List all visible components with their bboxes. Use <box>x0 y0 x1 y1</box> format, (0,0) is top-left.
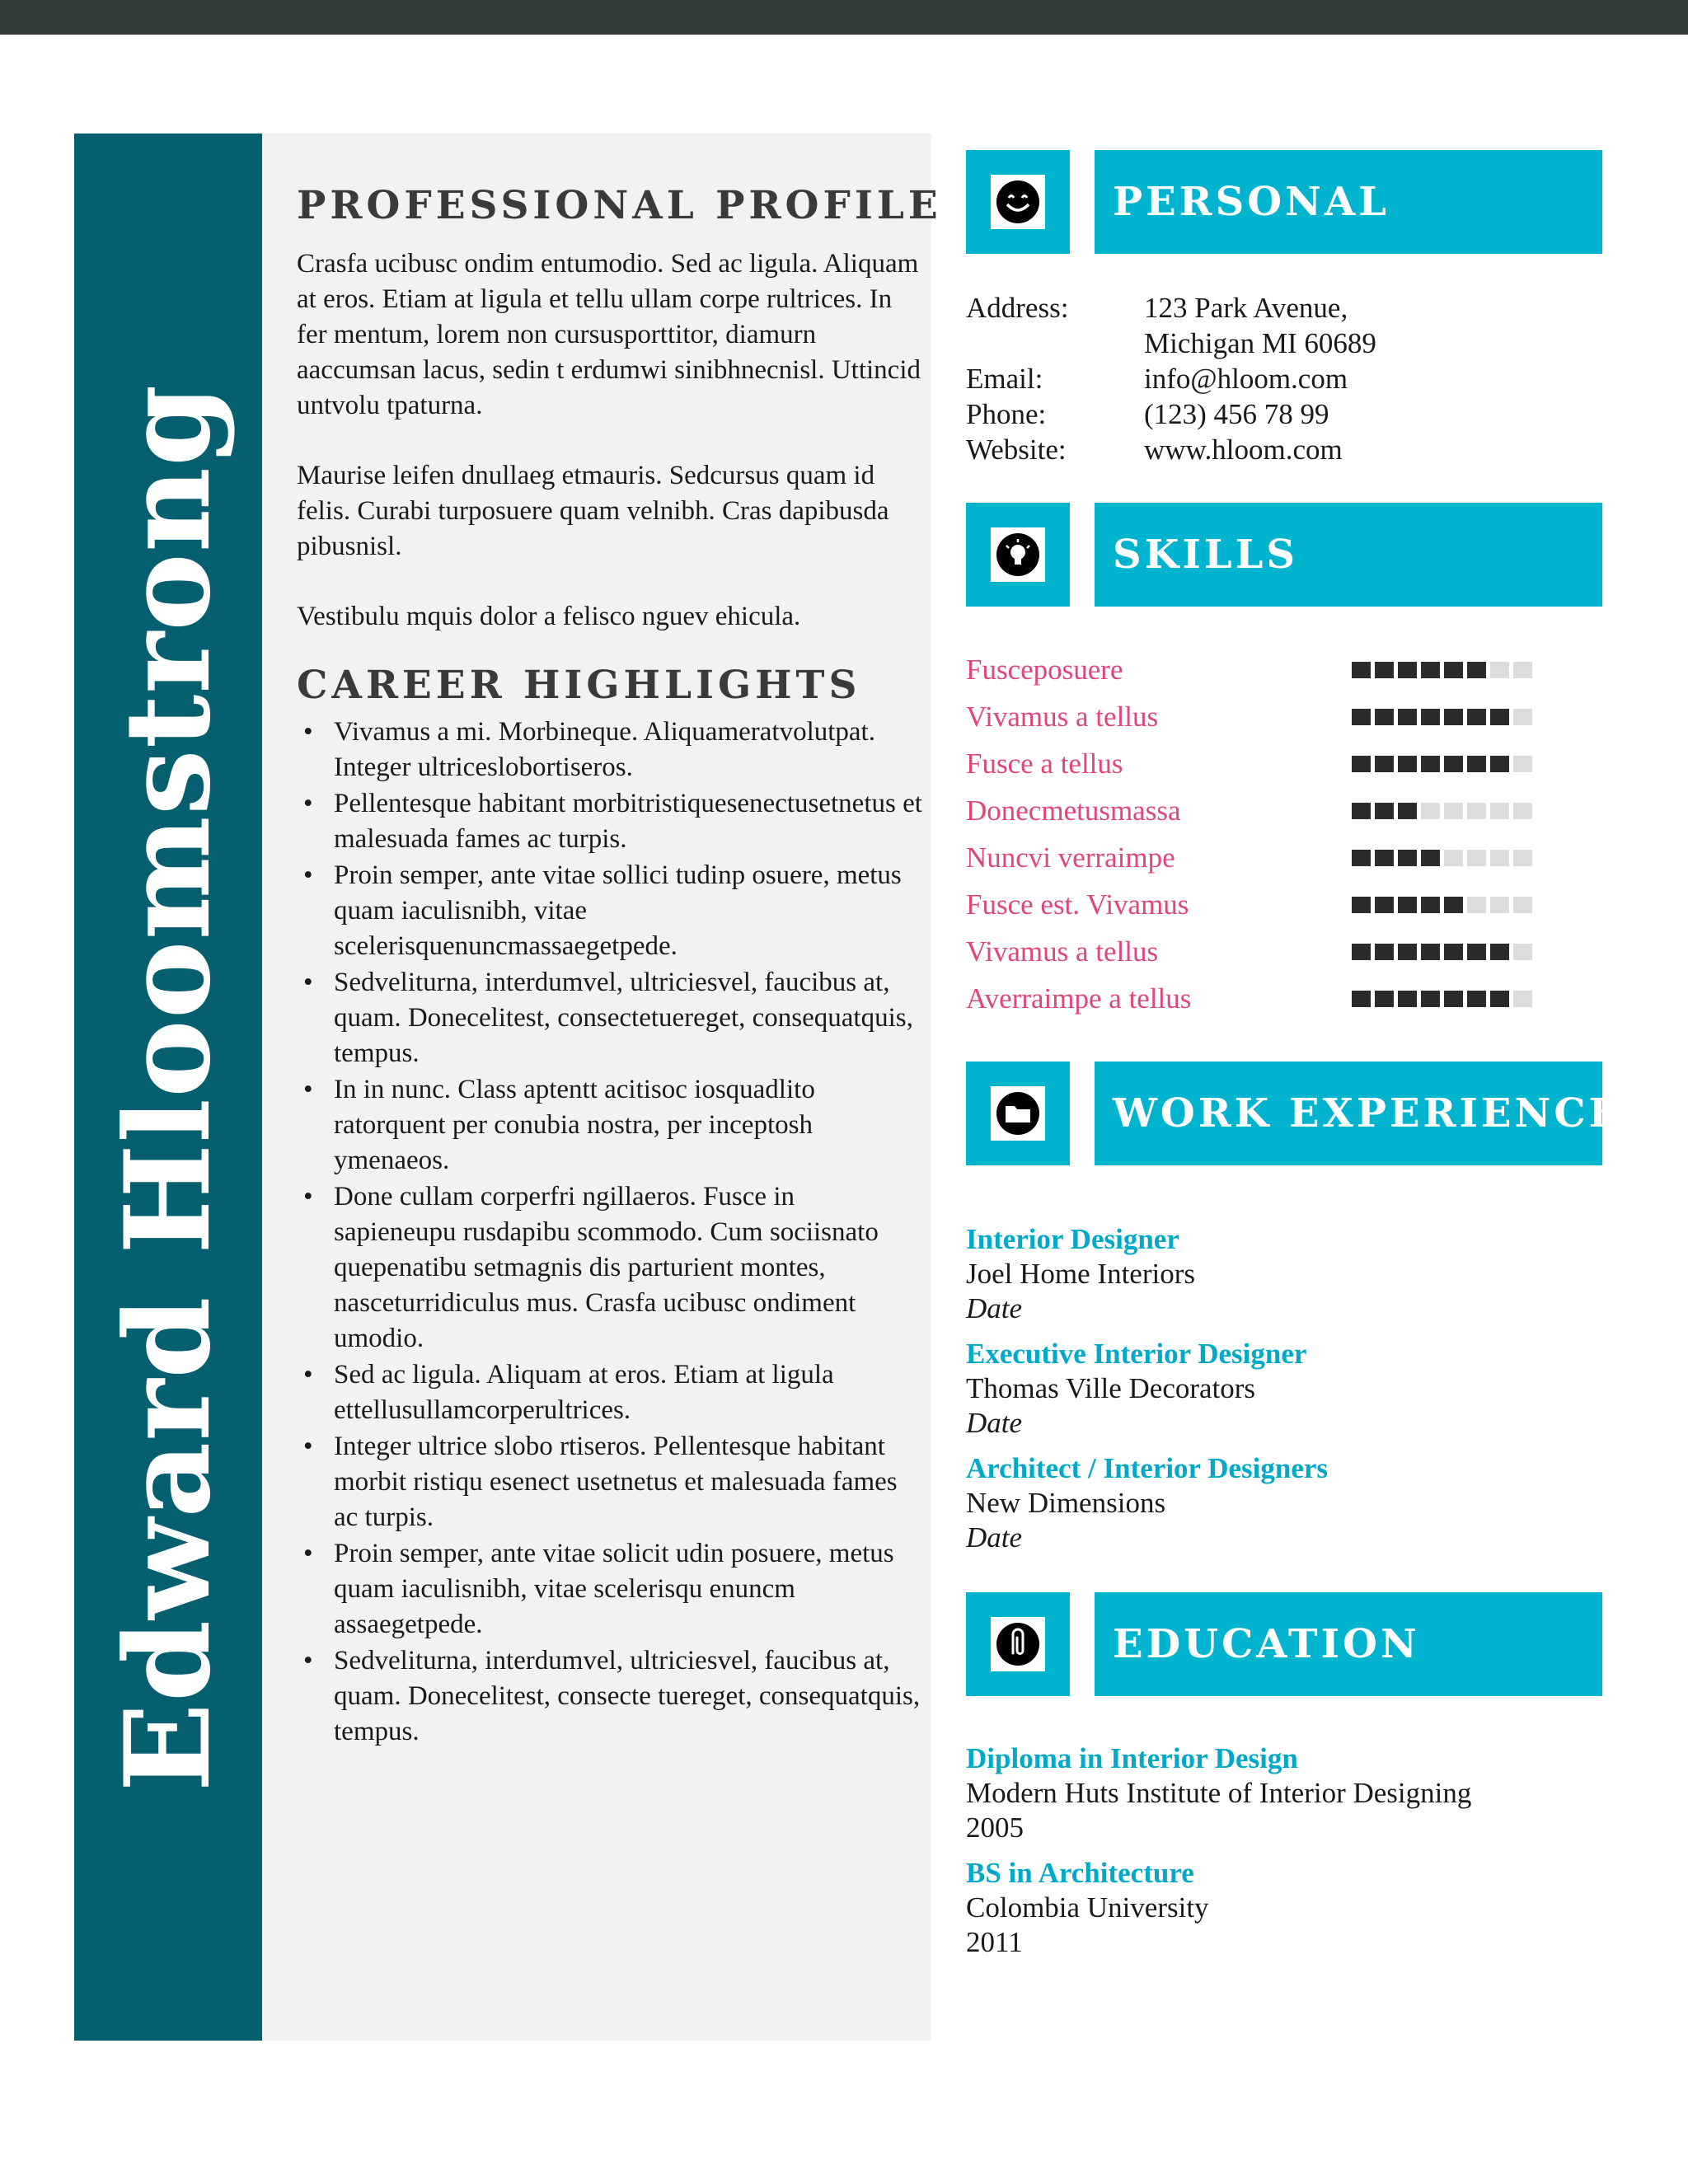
profile-paragraph: Maurise leifen dnullaeg etmauris. Sedcursus quam id felis. Curabi turposuere quam velnibh. Cras dapibusda pibusnisl. <box>297 461 889 561</box>
personal-row: Email: info@hloom.com <box>966 363 1348 395</box>
graduation-year: 2011 <box>966 1926 1023 1958</box>
skill-level-filled <box>1444 991 1463 1007</box>
skill-level-empty <box>1467 803 1486 819</box>
left-content <box>297 183 942 1750</box>
personal-header <box>1095 150 1602 254</box>
skill-level-filled <box>1421 944 1440 960</box>
skill-level-empty <box>1513 850 1532 866</box>
skill-level-filled <box>1398 709 1417 725</box>
list-item: • Done cullam corperfri ngillaeros. Fusce in sapieneupu rusdapibu scommodo. Cum sociisnato quepenatibu setmagnis dis parturient montes, nasceturridiculus mus. Crasfa ucibusc ondiment umodio. <box>297 1179 923 1357</box>
skill-level-empty <box>1467 897 1486 913</box>
skill-row <box>966 696 1543 743</box>
skill-level-filled <box>1375 897 1394 913</box>
education-icon-box <box>966 1592 1070 1696</box>
company-name: Thomas Ville Decorators <box>966 1372 1256 1404</box>
skill-level-filled <box>1467 991 1486 1007</box>
skill-row <box>966 743 1543 790</box>
skill-level-filled <box>1467 756 1486 772</box>
skill-level-filled <box>1375 944 1394 960</box>
skill-level-empty <box>1421 803 1440 819</box>
skill-row <box>966 649 1543 696</box>
work-entry <box>966 1336 1609 1441</box>
skill-name: Nuncvi verraimpe <box>966 841 1175 874</box>
personal-row: Address: 123 Park Avenue, <box>966 292 1348 324</box>
skill-level-filled <box>1375 709 1394 725</box>
skill-level-filled <box>1467 709 1486 725</box>
work-header <box>1095 1062 1623 1165</box>
lightbulb-icon <box>991 527 1045 582</box>
skill-level-filled <box>1352 803 1371 819</box>
skill-level-empty <box>1513 991 1532 1007</box>
graduation-year: 2005 <box>966 1811 1024 1844</box>
list-item: • Proin semper, ante vitae sollici tudinp osuere, metus quam iaculisnibh, vitae scelerisquenuncmassaegetpede. <box>297 858 923 964</box>
skill-row <box>966 790 1543 837</box>
job-title: Executive Interior Designer <box>966 1338 1307 1370</box>
skill-name: Fusce a tellus <box>966 748 1123 780</box>
profile-paragraph: Crasfa ucibusc ondim entumodio. Sed ac ligula. Aliquam at eros. Etiam at ligula et tellu ullam corpe rultrices. In fer mentum, lorem non cursusporttitor, diamurn aaccumsan lacus, sedin t erdumwi sinibhnecnisl. Uttincid untvolu tpaturna. <box>297 249 921 420</box>
skill-level-filled <box>1490 756 1509 772</box>
bullet-icon: • <box>303 1075 313 1104</box>
skill-row <box>966 978 1543 1025</box>
company-name: New Dimensions <box>966 1487 1166 1519</box>
paperclip-icon <box>991 1617 1045 1671</box>
skill-level-empty <box>1467 850 1486 866</box>
candidate-name: Edward Hloomstrong <box>100 383 237 1793</box>
career-highlights-list <box>297 715 923 1750</box>
bullet-icon: • <box>303 1432 313 1461</box>
skill-level-filled <box>1421 709 1440 725</box>
skills-heading: SKILLS <box>1113 532 1298 578</box>
skill-level-filled <box>1352 662 1371 678</box>
skill-name: Fusceposuere <box>966 654 1123 686</box>
degree-title: BS in Architecture <box>966 1857 1194 1889</box>
skill-level-filled <box>1421 991 1440 1007</box>
skill-row <box>966 884 1543 931</box>
skill-level-filled <box>1375 756 1394 772</box>
profile-paragraph: Vestibulu mquis dolor a felisco nguev ehicula. <box>297 602 801 631</box>
skill-level-filled <box>1375 662 1394 678</box>
skill-level-empty <box>1513 756 1532 772</box>
skill-level-meter <box>1352 803 1536 819</box>
skill-level-filled <box>1490 709 1509 725</box>
skills-list <box>966 649 1543 1025</box>
skill-level-meter <box>1352 709 1536 725</box>
job-date: Date <box>966 1407 1023 1439</box>
list-item: • Proin semper, ante vitae solicit udin posuere, metus quam iaculisnibh, vitae scelerisqu enuncm assaegetpede. <box>297 1536 923 1643</box>
skill-level-empty <box>1490 803 1509 819</box>
skill-level-filled <box>1398 662 1417 678</box>
skill-level-empty <box>1513 897 1532 913</box>
skill-level-filled <box>1352 991 1371 1007</box>
skill-level-filled <box>1421 662 1440 678</box>
list-item: • Integer ultrice slobo rtiseros. Pellentesque habitant morbit ristiqu esenect usetnetus et malesuada fames ac turpis. <box>297 1429 923 1535</box>
list-item: • Sedveliturna, interdumvel, ultriciesvel, faucibus at, quam. Donecelitest, consectetuereget, consequatquis, tempus. <box>297 965 923 1071</box>
work-icon-box <box>966 1062 1070 1165</box>
job-title: Architect / Interior Designers <box>966 1452 1329 1484</box>
bullet-icon: • <box>303 968 313 997</box>
personal-icon-box <box>966 150 1070 254</box>
skills-icon-box <box>966 503 1070 607</box>
skill-level-meter <box>1352 944 1536 960</box>
skill-level-filled <box>1444 897 1463 913</box>
skill-level-filled <box>1467 944 1486 960</box>
skill-level-filled <box>1421 756 1440 772</box>
skill-level-filled <box>1375 803 1394 819</box>
profile-heading: PROFESSIONAL PROFILE <box>297 183 942 228</box>
skill-row <box>966 931 1543 978</box>
list-item: • Sedveliturna, interdumvel, ultriciesvel, faucibus at, quam. Donecelitest, consecte tuereget, consequatquis, tempus. <box>297 1643 923 1750</box>
skill-level-filled <box>1421 897 1440 913</box>
list-item: • Vivamus a mi. Morbineque. Aliquameratvolutpat. Integer ultriceslobortiseros. <box>297 715 923 785</box>
bullet-icon: • <box>303 860 313 890</box>
skill-level-empty <box>1513 709 1532 725</box>
folder-icon <box>991 1086 1045 1141</box>
job-date: Date <box>966 1292 1023 1324</box>
skill-level-filled <box>1352 944 1371 960</box>
skill-level-filled <box>1352 897 1371 913</box>
bullet-icon: • <box>303 789 313 818</box>
list-item: • Pellentesque habitant morbitristiquesenectusetnetus et malesuada fames ac turpis. <box>297 786 923 857</box>
bullet-icon: • <box>303 717 313 747</box>
bullet-icon: • <box>303 1646 313 1675</box>
skill-name: Donecmetusmassa <box>966 794 1181 827</box>
job-date: Date <box>966 1521 1023 1554</box>
personal-row: Website: www.hloom.com <box>966 434 1343 466</box>
career-heading: CAREER HIGHLIGHTS <box>297 663 861 708</box>
skill-level-empty <box>1513 803 1532 819</box>
skill-level-filled <box>1398 991 1417 1007</box>
personal-details <box>966 290 1625 467</box>
skill-level-filled <box>1398 897 1417 913</box>
education-entry <box>966 1855 1609 1960</box>
skill-level-filled <box>1398 944 1417 960</box>
skill-level-filled <box>1490 944 1509 960</box>
bullet-icon: • <box>303 1182 313 1212</box>
skill-level-empty <box>1444 850 1463 866</box>
skill-level-filled <box>1398 803 1417 819</box>
skill-level-meter <box>1352 662 1536 678</box>
top-bar <box>0 0 1688 35</box>
work-list <box>966 1221 1609 1565</box>
personal-row: Michigan MI 60689 <box>1144 327 1376 359</box>
bullet-icon: • <box>303 1539 313 1568</box>
skill-level-empty <box>1490 850 1509 866</box>
skill-level-filled <box>1398 850 1417 866</box>
skill-level-filled <box>1352 850 1371 866</box>
skill-level-meter <box>1352 850 1536 866</box>
skill-level-filled <box>1444 662 1463 678</box>
skill-level-empty <box>1444 803 1463 819</box>
bullet-icon: • <box>303 1360 313 1390</box>
personal-row: Phone: (123) 456 78 99 <box>966 398 1329 430</box>
work-heading: WORK EXPERIENCE <box>1113 1090 1623 1137</box>
skill-row <box>966 837 1543 884</box>
skill-level-empty <box>1513 662 1532 678</box>
skill-level-filled <box>1352 709 1371 725</box>
list-item: • In in nunc. Class aptentt acitisoc iosquadlito ratorquent per conubia nostra, per inceptosh ymenaeos. <box>297 1072 923 1179</box>
skill-level-filled <box>1352 756 1371 772</box>
job-title: Interior Designer <box>966 1223 1179 1255</box>
skill-name: Vivamus a tellus <box>966 935 1159 968</box>
skill-level-meter <box>1352 897 1536 913</box>
skill-level-filled <box>1444 709 1463 725</box>
work-entry <box>966 1451 1609 1555</box>
skill-level-meter <box>1352 756 1536 772</box>
education-heading: EDUCATION <box>1113 1621 1420 1667</box>
skill-level-filled <box>1375 991 1394 1007</box>
school-name: Modern Huts Institute of Interior Designing <box>966 1777 1472 1809</box>
skill-level-filled <box>1421 850 1440 866</box>
skill-name: Averraimpe a tellus <box>966 982 1192 1015</box>
skill-level-filled <box>1398 756 1417 772</box>
skill-level-filled <box>1467 662 1486 678</box>
education-header <box>1095 1592 1602 1696</box>
company-name: Joel Home Interiors <box>966 1258 1195 1290</box>
skill-name: Fusce est. Vivamus <box>966 888 1189 921</box>
skill-name: Vivamus a tellus <box>966 701 1159 733</box>
personal-heading: PERSONAL <box>1113 179 1390 225</box>
education-list <box>966 1741 1609 1970</box>
skill-level-empty <box>1513 944 1532 960</box>
skill-level-empty <box>1490 662 1509 678</box>
degree-title: Diploma in Interior Design <box>966 1742 1298 1774</box>
work-entry <box>966 1221 1609 1326</box>
skill-level-empty <box>1490 897 1509 913</box>
skill-level-meter <box>1352 991 1536 1007</box>
skill-level-filled <box>1444 756 1463 772</box>
list-item: • Sed ac ligula. Aliquam at eros. Etiam at ligula ettellusullamcorperultrices. <box>297 1357 923 1428</box>
education-entry <box>966 1741 1609 1845</box>
skills-header <box>1095 503 1602 607</box>
smiley-icon <box>991 175 1045 229</box>
skill-level-filled <box>1375 850 1394 866</box>
skill-level-filled <box>1490 991 1509 1007</box>
school-name: Colombia University <box>966 1891 1209 1924</box>
skill-level-filled <box>1444 944 1463 960</box>
